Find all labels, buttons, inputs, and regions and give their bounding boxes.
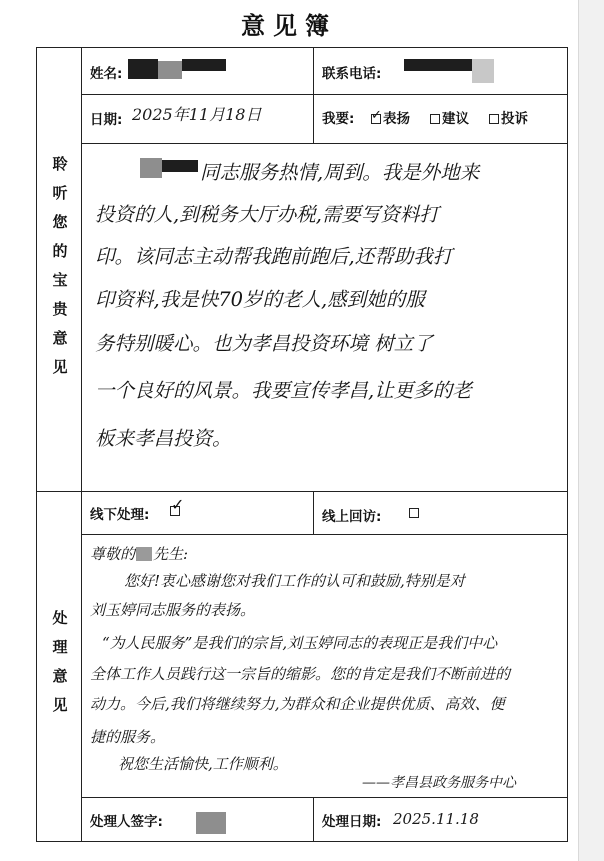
option-complain[interactable]: 投诉 (489, 107, 528, 127)
divider-middle-mid (313, 491, 314, 534)
option-praise[interactable]: ✓ 表扬 (371, 108, 410, 127)
comment-line: 务特别暖心。也为孝昌投资环境 树立了 (95, 332, 433, 355)
online-checkbox[interactable] (409, 508, 419, 518)
name-redacted (182, 59, 226, 71)
handler-redacted (196, 812, 226, 834)
reply-line: 祝您生活愉快,工作顺利。 (118, 755, 288, 773)
online-label: 线上回访: (322, 509, 382, 525)
reply-line: “为人民服务”是我们的宗旨,刘玉婷同志的表现正是我们中心 (102, 634, 498, 652)
reply-line: 全体工作人员践行这一宗旨的缩影。您的肯定是我们不断前进的 (90, 665, 511, 683)
want-label: 我要: (322, 111, 355, 127)
divider-section (36, 491, 568, 492)
phone-redacted (404, 59, 472, 71)
salutation-redacted (136, 547, 152, 561)
suggest-checkbox[interactable] (430, 114, 440, 124)
section-label-handling: 处 理 意 见 (52, 609, 68, 714)
comment-line: 投资的人,到税务大厅办税,需要写资料打 (95, 203, 439, 226)
date-value: 2025年11月18日 (132, 105, 262, 124)
reply-salutation: 尊敬的 先生: (90, 545, 189, 563)
offline-checkbox-wrap[interactable] (170, 495, 185, 519)
divider-left-column (81, 47, 82, 842)
comment-line: 板来孝昌投资。 (95, 427, 232, 450)
name-redacted (158, 61, 182, 79)
praise-checkbox[interactable]: ✓ (371, 108, 382, 123)
offline-checkbox[interactable]: ✓ (171, 495, 185, 514)
complain-checkbox[interactable] (489, 114, 499, 124)
divider-row-1 (81, 94, 568, 95)
reply-signature: ——孝昌县政务服务中心 (362, 775, 516, 791)
name-label: 姓名: (90, 66, 123, 82)
offline-label: 线下处理: (90, 507, 150, 523)
divider-row-2 (81, 143, 568, 144)
section-label-feedback: 聆 听 您 的 宝 贵 意 见 (52, 155, 68, 376)
option-suggest[interactable]: 建议 (430, 107, 469, 127)
handle-date-value: 2025.11.18 (393, 810, 479, 828)
comment-name-redacted (162, 160, 198, 172)
comment-line: 同志服务热情,周到。我是外地来 (200, 161, 480, 184)
comment-line: 一个良好的风景。我要宣传孝昌,让更多的老 (95, 379, 472, 402)
reply-line: 您好!衷心感谢您对我们工作的认可和鼓励,特别是对 (124, 572, 465, 590)
page-title: 意见簿 (241, 11, 337, 40)
handle-date-label: 处理日期: (322, 814, 382, 830)
name-redacted (128, 59, 158, 79)
divider-middle-bottom (313, 797, 314, 842)
reply-line: 捷的服务。 (90, 728, 166, 746)
divider-row-4 (81, 797, 568, 798)
reply-line: 动力。今后,我们将继续努力,为群众和企业提供优质、高效、便 (90, 695, 505, 713)
page-edge (578, 0, 604, 861)
online-checkbox-wrap[interactable] (409, 505, 421, 521)
comment-name-redacted (140, 158, 162, 178)
divider-row-3 (81, 534, 568, 535)
comment-line: 印。该同志主动帮我跑前跑后,还帮助我打 (95, 245, 453, 268)
phone-label: 联系电话: (322, 66, 382, 82)
handler-label: 处理人签字: (90, 814, 163, 830)
date-label: 日期: (90, 112, 123, 128)
reply-line: 刘玉婷同志服务的表扬。 (90, 601, 256, 619)
phone-redacted (472, 59, 494, 83)
comment-line: 印资料,我是快70岁的老人,感到她的服 (95, 288, 425, 311)
